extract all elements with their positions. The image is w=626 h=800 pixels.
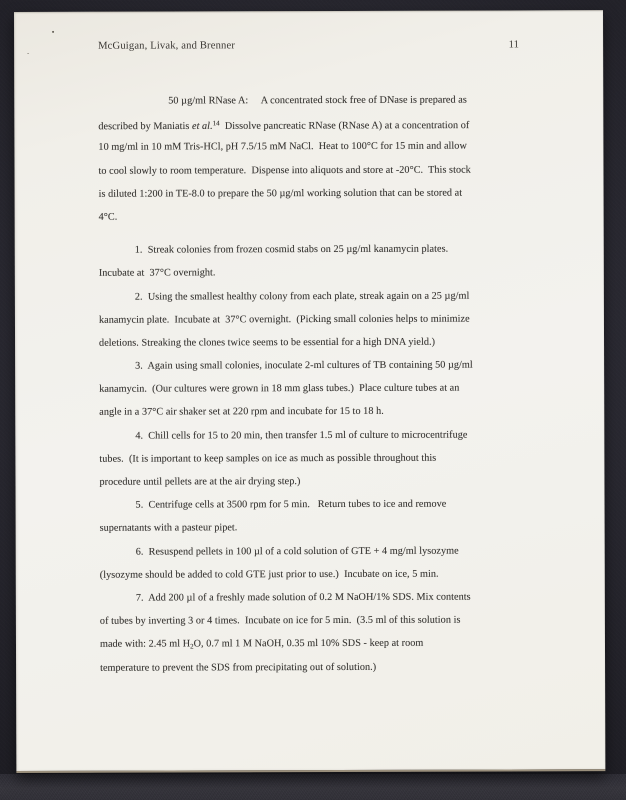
page-header xyxy=(98,39,519,51)
citation-text-continued: Dissolve pancreatic RNase (RNase A) at a concentration of xyxy=(219,120,470,133)
scan-speck xyxy=(52,31,54,33)
text-line xyxy=(98,112,543,137)
body-text-column xyxy=(98,88,545,679)
text-line: 1. Streak colonies from frozen cosmid stabs on 25 µg/ml kanamycin plates. xyxy=(134,243,449,256)
protocol-step-1 xyxy=(99,237,544,285)
protocol-step-4 xyxy=(99,423,544,494)
text-line: temperature to prevent the SDS from precipitating out of solution.) xyxy=(100,661,377,674)
text-line: to cool slowly to room temperature. Dispense into aliquots and store at -20°C. This stock xyxy=(98,164,471,177)
intro-paragraph xyxy=(98,88,543,229)
running-head-authors: McGuigan, Livak, and Brenner xyxy=(98,40,236,52)
text-line: 4°C. xyxy=(98,211,118,223)
text-line: 6. Resuspend pellets in 100 µl of a cold solution of GTE + 4 mg/ml lysozyme xyxy=(135,545,459,558)
solution-recipe-text: made with: 2.45 ml H xyxy=(99,638,191,651)
floor-grain-overlay xyxy=(0,774,626,800)
text-line: 4. Chill cells for 15 to 20 min, then transfer 1.5 ml of culture to microcentrifuge xyxy=(135,429,468,442)
solution-recipe-text-continued: O, 0.7 ml 1 M NaOH, 0.35 ml 10% SDS - keep at room xyxy=(193,638,424,650)
text-line: angle in a 37°C air shaker set at 220 rpm and incubate for 15 to 18 h. xyxy=(99,406,384,419)
text-line: kanamycin plate. Incubate at 37°C overnight. (Picking small colonies helps to minimize xyxy=(98,313,470,326)
text-line: of tubes by inverting 3 or 4 times. Incubate on ice for 5 min. (3.5 ml of this solution is xyxy=(99,614,461,627)
text-line: 2. Using the smallest healthy colony from each plate, streak again on a 25 µg/ml xyxy=(134,290,470,303)
page-number: 11 xyxy=(508,39,520,51)
protocol-step-7 xyxy=(100,585,545,679)
citation-et-al-italic: et al. xyxy=(191,121,213,133)
text-line: Incubate at 37°C overnight. xyxy=(98,267,216,280)
text-line: deletions. Streaking the clones twice seems to be essential for a high DNA yield.) xyxy=(99,336,436,349)
text-line: (lysozyme should be added to cold GTE just prior to use.) Incubate on ice, 5 min. xyxy=(99,568,439,581)
h2o-subscript: 2 xyxy=(190,642,194,651)
text-line: is diluted 1:200 in TE-8.0 to prepare the 50 µg/ml working solution that can be stored at xyxy=(98,187,463,200)
backdrop-floor-texture xyxy=(0,774,626,800)
text-line: 5. Centrifuge cells at 3500 rpm for 5 min. Return tubes to ice and remove xyxy=(135,498,447,511)
protocol-step-2 xyxy=(99,284,544,355)
text-line xyxy=(100,632,545,657)
text-line: 7. Add 200 µl of a freshly made solution of 0.2 M NaOH/1% SDS. Mix contents xyxy=(135,591,471,604)
scan-speck xyxy=(27,53,29,54)
protocol-step-3 xyxy=(99,353,544,424)
text-line: supernatants with a pasteur pipet. xyxy=(99,522,238,535)
document-page xyxy=(14,10,605,773)
citation-text: described by Maniatis xyxy=(98,121,193,133)
text-line: 10 mg/ml in 10 mM Tris-HCl, pH 7.5/15 mM NaCl. Heat to 100°C for 15 min and allow xyxy=(98,140,467,154)
text-line: 3. Again using small colonies, inoculate 2-ml cultures of TB containing 50 µg/ml xyxy=(135,359,473,372)
protocol-step-6 xyxy=(100,539,545,587)
protocol-steps xyxy=(99,237,545,679)
text-line: kanamycin. (Our cultures were grown in 18 mm glass tubes.) Place culture tubes at an xyxy=(99,382,460,395)
text-line: 50 µg/ml RNase A: A concentrated stock free of DNase is prepared as xyxy=(168,94,467,107)
protocol-step-5 xyxy=(100,493,545,541)
citation-reference-superscript: 14 xyxy=(212,119,220,128)
text-line: tubes. (It is important to keep samples on ice as much as possible throughout this xyxy=(99,452,437,465)
text-line: procedure until pellets are at the air drying step.) xyxy=(99,476,301,488)
